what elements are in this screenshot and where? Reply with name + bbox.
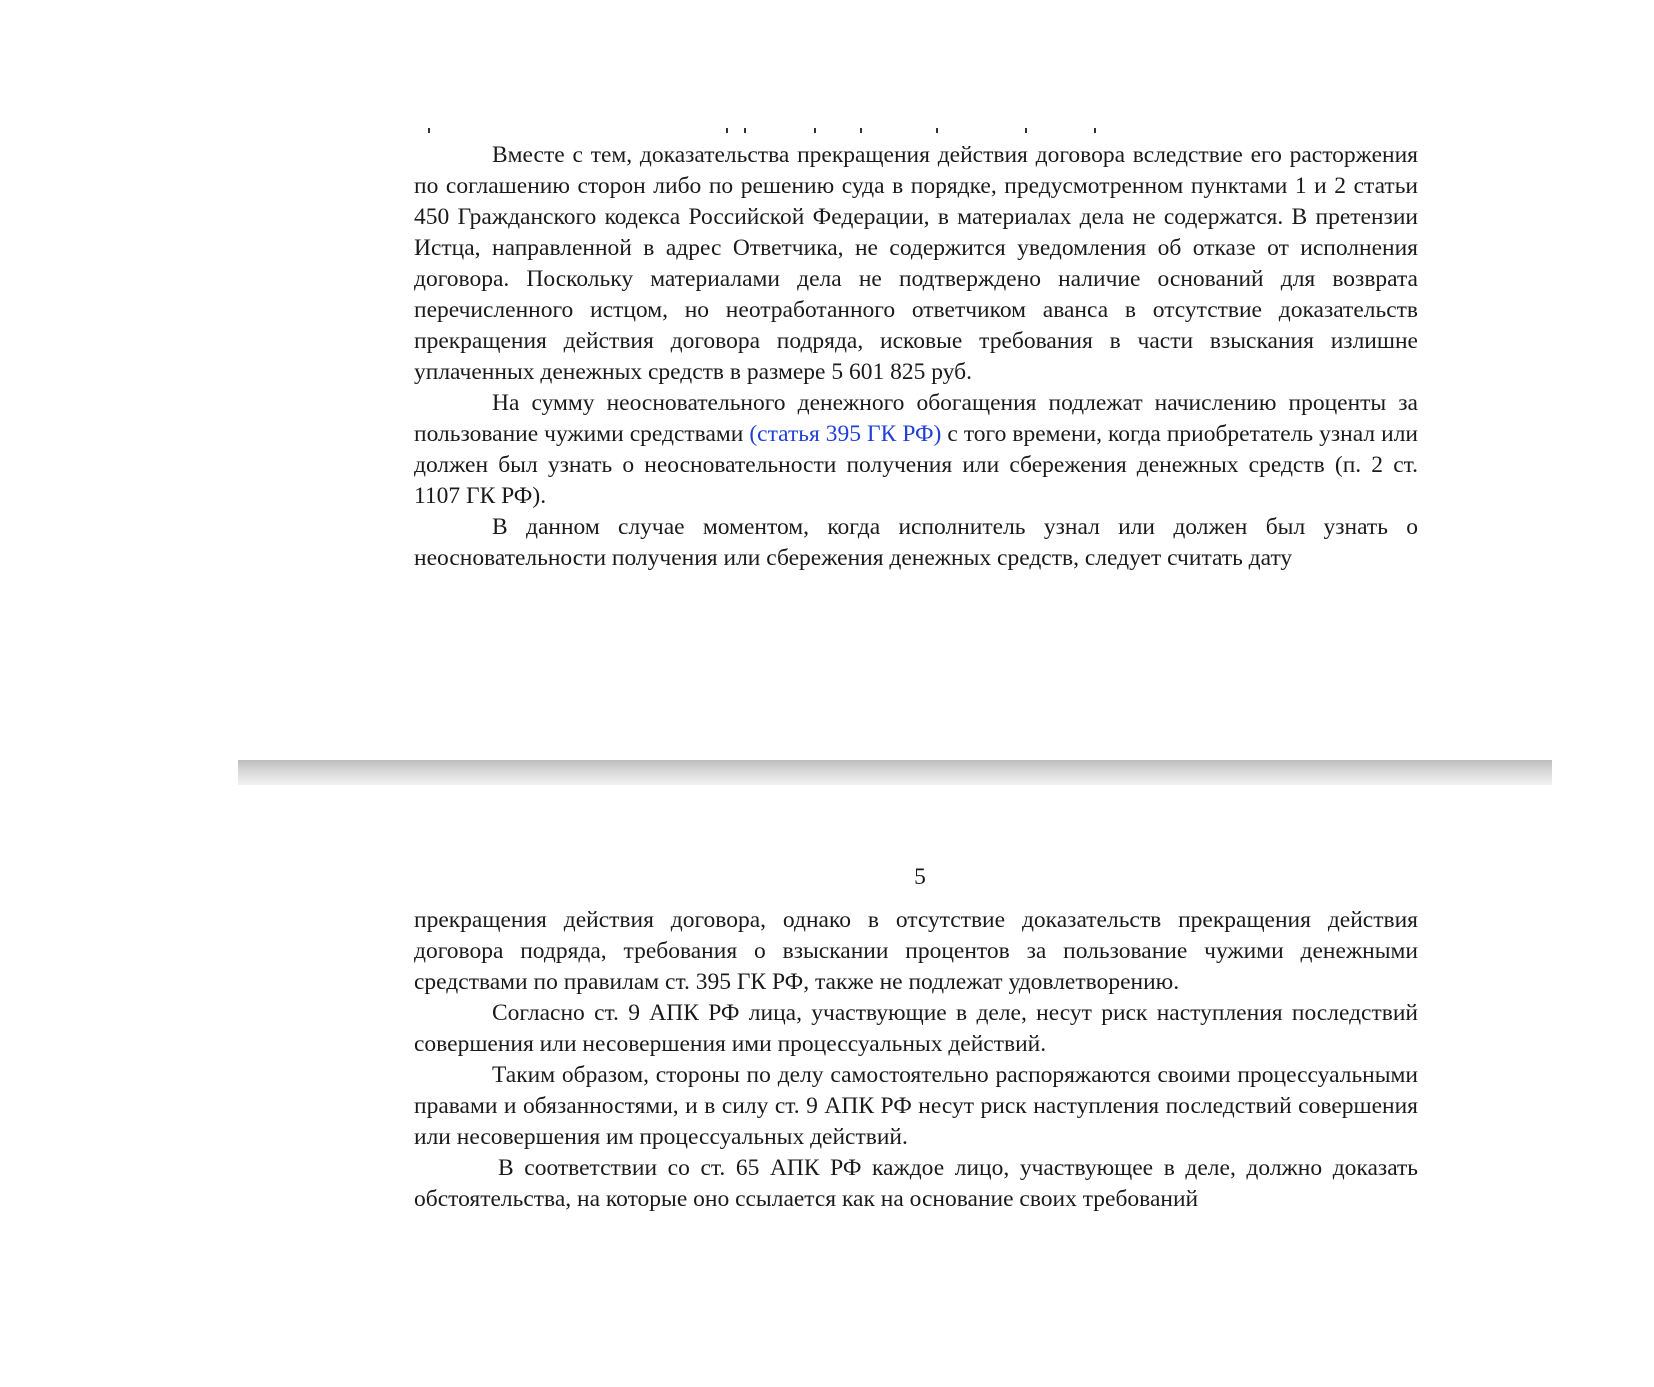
paragraph-article-9-risk: Согласно ст. 9 АПК РФ лица, участвующие в деле, несут риск наступления последствий совершения или несовершения ими процессуальных действий. [414, 1000, 1418, 1057]
page-4-text [414, 140, 1418, 574]
clipped-previous-line [414, 128, 1418, 134]
paragraph-continuation: прекращения действия договора, однако в отсутствие доказательств прекращения действия договора подряда, требования о взыскании процентов за пользование чужими денежными средствами по правилам ст. 395 ГК РФ, также не подлежат удовлетворению. [414, 907, 1418, 995]
paragraph-text-after-link: с того времени, когда приобретатель узнал или должен был узнать о неосновательности получения или сбережения денежных средств (п. 2 ст. 1107 ГК РФ). [414, 421, 1419, 509]
paragraph-contract-termination: Вместе с тем, доказательства прекращения действия договора вследствие его расторжения по соглашению сторон либо по решению суда в порядке, предусмотренном пунктами 1 и 2 статьи 450 Гражданского кодекса Российской Федерации, в материалах дела не содержатся. В претензии Истца, направленной в адрес Ответчика, не содержится уведомления об отказе от исполнения договора. Поскольку материалами дела не подтверждено наличие оснований для возврата перечисленного истцом, но неотработанного ответчиком аванса в отсутствие доказательств прекращения действия договора подряда, исковые требования в части взыскания излишне уплаченных денежных средств в размере 5 601 825 руб. [414, 142, 1418, 385]
paragraph-article-65-burden: В соответствии со ст. 65 АПК РФ каждое лицо, участвующее в деле, должно доказать обстоятельства, на которые оно ссылается как на основание своих требований [414, 1155, 1418, 1212]
paragraph-text-before-link: На сумму неосновательного денежного обогащения подлежат начислению проценты за пользование чужими средствами [414, 390, 1418, 447]
page-separator [238, 760, 1552, 785]
paragraph-procedural-rights: Таким образом, стороны по делу самостоятельно распоряжаются своими процессуальными правами и обязанностями, и в силу ст. 9 АПК РФ несут риск наступления последствий совершения или несовершения им процессуальных действий. [414, 1062, 1418, 1150]
page-number: 5 [914, 864, 926, 890]
page-5-text [414, 905, 1418, 1215]
paragraph-interest-accrual [414, 388, 1418, 512]
article-395-link[interactable]: (статья 395 ГК РФ) [749, 421, 942, 447]
paragraph-moment-of-knowledge: В данном случае моментом, когда исполнитель узнал или должен был узнать о неосновательности получения или сбережения денежных средств, следует считать дату [414, 514, 1418, 571]
